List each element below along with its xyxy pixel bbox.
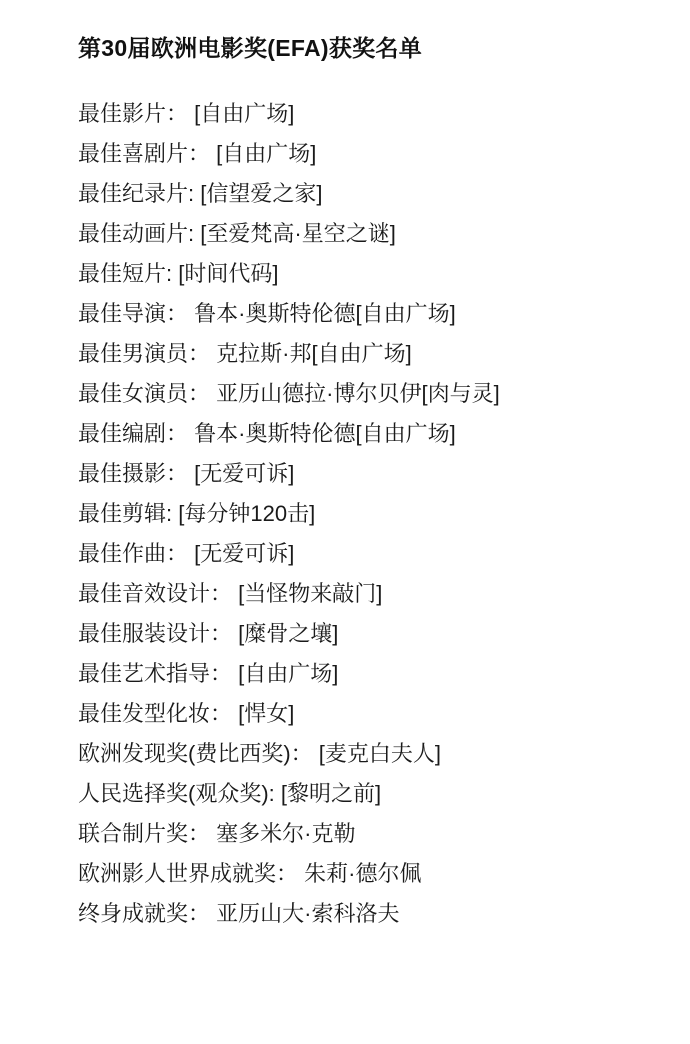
list-item [78,254,660,294]
award-label: 最佳导演： [78,300,189,326]
award-value: [自由广场] [216,140,317,166]
list-item [78,814,660,854]
award-label: 最佳喜剧片： [78,140,211,166]
award-label: 人民选择奖(观众奖): [78,780,275,806]
list-item [78,454,660,494]
award-value: [每分钟120击] [178,500,316,526]
award-label: 最佳影片： [78,100,189,126]
award-value: [至爱梵高·星空之谜] [200,220,396,246]
award-label: 最佳艺术指导： [78,660,233,686]
award-label: 最佳剪辑: [78,500,173,526]
award-value: [自由广场] [194,100,295,126]
award-value: [麦克白夫人] [318,740,442,766]
list-item [78,134,660,174]
award-label: 最佳摄影： [78,460,189,486]
award-label: 最佳男演员： [78,340,211,366]
award-value: [黎明之前] [280,780,382,806]
list-item [78,694,660,734]
award-label: 最佳短片: [78,260,173,286]
award-value: [时间代码] [178,260,279,286]
list-item [78,374,660,414]
award-list [78,94,660,934]
award-value: [无爱可诉] [194,540,295,566]
list-item [78,414,660,454]
award-value: [悍女] [238,700,295,726]
list-item [78,774,660,814]
award-label: 最佳音效设计： [78,580,233,606]
award-label: 最佳女演员： [78,380,211,406]
award-value: 塞多米尔·克勒 [216,820,356,846]
list-item [78,854,660,894]
award-value: [当怪物来敲门] [238,580,383,606]
award-value: 鲁本·奥斯特伦德[自由广场] [194,300,456,326]
award-value: [糜骨之壤] [238,620,339,646]
award-value: [信望爱之家] [200,180,323,206]
list-item [78,574,660,614]
page-title: 第30届欧洲电影奖(EFA)获奖名单 [78,35,423,61]
award-label: 最佳发型化妆： [78,700,233,726]
list-item [78,734,660,774]
award-label: 终身成就奖： [78,900,211,926]
list-item [78,214,660,254]
list-item [78,94,660,134]
award-label: 欧洲发现奖(费比西奖)： [78,740,313,766]
award-label: 最佳服装设计： [78,620,233,646]
award-label: 最佳作曲： [78,540,189,566]
list-item [78,894,660,934]
list-item [78,494,660,534]
award-value: 克拉斯·邦[自由广场] [216,340,412,366]
list-item [78,654,660,694]
award-label: 欧洲影人世界成就奖： [78,860,299,886]
list-item [78,334,660,374]
list-item [78,534,660,574]
list-item [78,294,660,334]
award-value: 朱莉·德尔佩 [304,860,422,886]
award-value: 亚历山德拉·博尔贝伊[肉与灵] [216,380,500,406]
award-label: 最佳纪录片: [78,180,195,206]
list-item [78,174,660,214]
list-item [78,614,660,654]
award-value: [自由广场] [238,660,339,686]
award-value: 鲁本·奥斯特伦德[自由广场] [194,420,456,446]
award-label: 最佳动画片: [78,220,195,246]
award-label: 联合制片奖： [78,820,211,846]
award-label: 最佳编剧： [78,420,189,446]
award-value: [无爱可诉] [194,460,295,486]
award-value: 亚历山大·索科洛夫 [216,900,400,926]
